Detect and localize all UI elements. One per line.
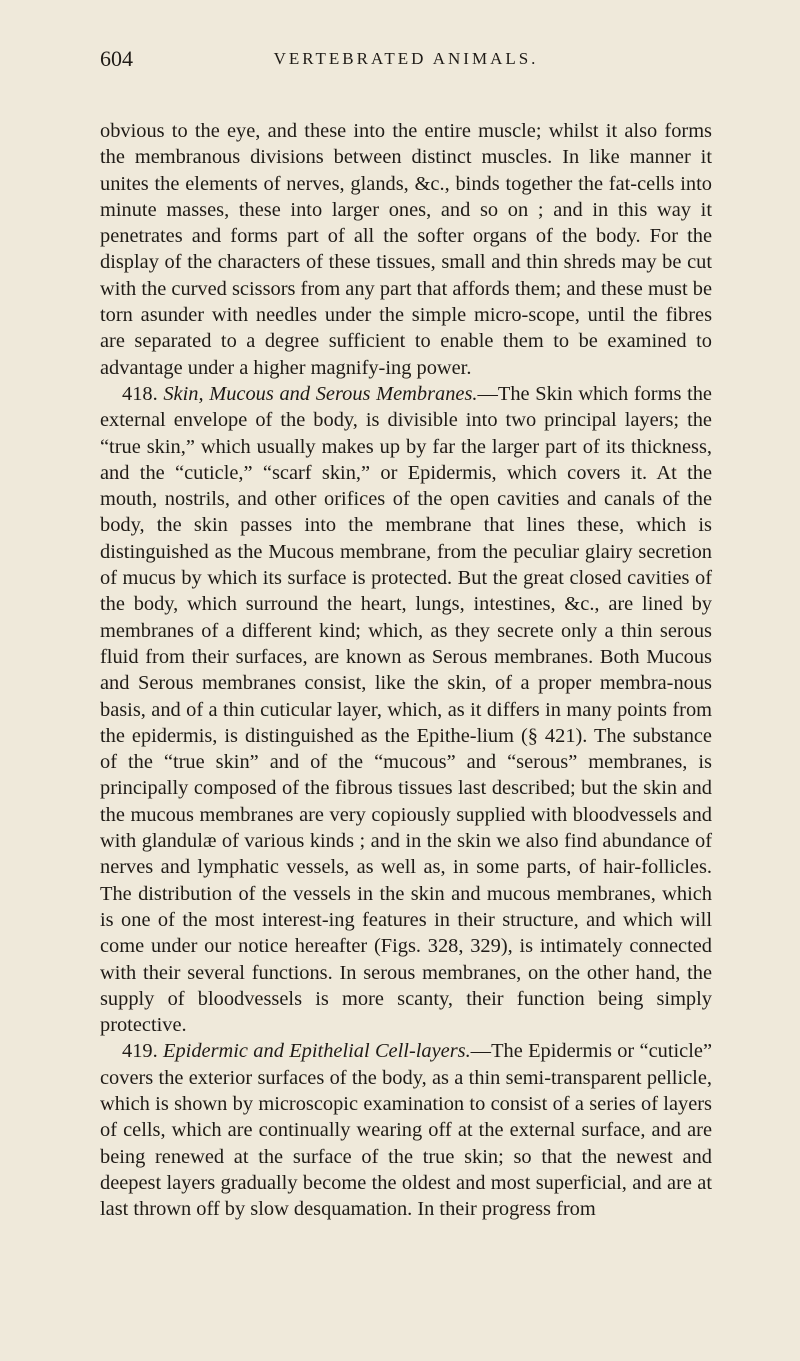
paragraph-section-419	[100, 1038, 712, 1222]
page-number: 604	[100, 46, 133, 71]
section-title: Epidermic and Epithelial Cell-layers.	[163, 1040, 471, 1063]
body-text	[100, 118, 712, 1222]
section-title: Skin, Mucous and Serous Membranes.	[163, 382, 478, 405]
paragraph-section-418	[100, 381, 712, 1038]
section-number: 419.	[122, 1040, 158, 1063]
paragraph-text: obvious to the eye, and these into the entire muscle; whilst it also forms the membranous divisions between distinct muscles. In like manner it unites the elements of nerves, glands, &c., binds together the fat-cells into minute masses, these into larger ones, and so on ; and in this way it penetrates and forms part of all the softer organs of the body. For the display of the characters of these tissues, small and thin shreds may be cut with the curved scissors from any part that affords them; and these must be torn asunder with needles under the simple micro-scope, until the fibres are separated to a degree sufficient to enable them to be examined to advantage under a higher magnify-ing power.	[100, 120, 712, 379]
paragraph-text: —The Skin which forms the external envelope of the body, is divisible into two principal layers; the “true skin,” which usually makes up by far the larger part of its thickness, and the “cuticle,” “scarf skin,” or Epidermis, which covers it. At the mouth, nostrils, and other orifices of the open cavities and canals of the body, the skin passes into the membrane that lines these, which is distinguished as the Mucous membrane, from the peculiar glairy secretion of mucus by which its surface is protected. But the great closed cavities of the body, which surround the heart, lungs, intestines, &c., are lined by membranes of a different kind; which, as they secrete only a thin serous fluid from their surfaces, are known as Serous membranes. Both Mucous and Serous membranes consist, like the skin, of a proper membra-nous basis, and of a thin cuticular layer, which, as it differs in many points from the epidermis, is distinguished as the Epithe-lium (§ 421). The substance of the “true skin” and of the “mucous” and “serous” membranes, is principally composed of the fibrous tissues last described; but the skin and the mucous membranes are very copiously supplied with bloodvessels and with glandulæ of various kinds ; and in the skin we also find abundance of nerves and lymphatic vessels, as well as, in some parts, of hair-follicles. The distribution of the vessels in the skin and mucous membranes, which is one of the most interest-ing features in their structure, and which will come under our notice hereafter (Figs. 328, 329), is intimately connected with their several functions. In serous membranes, on the other hand, the supply of bloodvessels is more scanty, their function being simply protective.	[100, 382, 712, 1037]
paragraph-continuation	[100, 118, 712, 381]
paragraph-text: —The Epidermis or “cuticle” covers the exterior surfaces of the body, as a thin semi-transparent pellicle, which is shown by microscopic examination to consist of a series of layers of cells, which are continually wearing off at the external surface, and are being renewed at the surface of the true skin; so that the newest and deepest layers gradually become the oldest and most superficial, and are at last thrown off by slow desquamation. In their progress from	[100, 1040, 712, 1221]
section-number: 418.	[122, 382, 158, 405]
page-header	[100, 46, 712, 76]
running-head: VERTEBRATED ANIMALS.	[273, 49, 539, 68]
